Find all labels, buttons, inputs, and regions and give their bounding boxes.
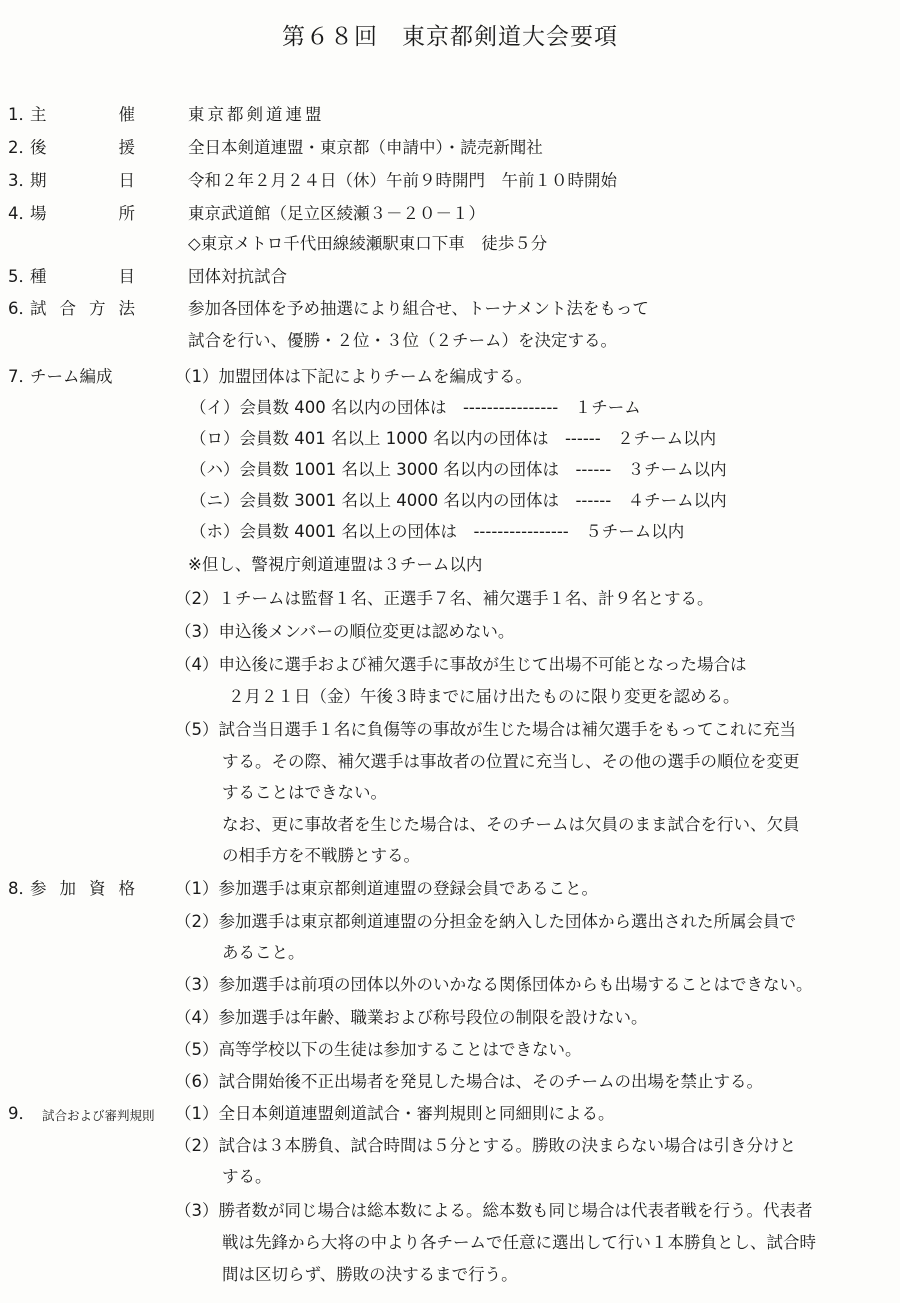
section-number: 1．: [8, 105, 35, 124]
section-number: 7．: [8, 367, 35, 386]
section-label: 種 目: [30, 267, 135, 286]
section-text: する。その際、補欠選手は事故者の位置に充当し、その他の選手の順位を変更: [222, 752, 800, 771]
section-number: 4．: [8, 204, 35, 223]
page-title: 第６８回 東京都剣道大会要項: [282, 24, 618, 50]
section-text: （ロ）会員数 401 名以上 1000 名以内の団体は ------ ２チーム以内: [190, 429, 717, 448]
section-text: ◇東京メトロ千代田線綾瀬駅東口下車 徒歩５分: [188, 234, 548, 253]
section-text: 令和２年２月２４日（休）午前９時開門 午前１０時開始: [188, 171, 617, 190]
section-text: 戦は先鋒から大将の中より各チームで任意に選出して行い１本勝負とし、試合時: [222, 1233, 816, 1252]
section-text: 東京武道館（足立区綾瀬３－２０－１）: [188, 204, 485, 223]
section-text: （3）勝者数が同じ場合は総本数による。総本数も同じ場合は代表者戦を行う。代表者: [175, 1201, 813, 1220]
section-text: なお、更に事故者を生じた場合は、そのチームは欠員のまま試合を行い、欠員: [222, 815, 800, 834]
section-text: （ハ）会員数 1001 名以上 3000 名以内の団体は ------ ３チーム以内: [190, 460, 727, 479]
section-text: （ニ）会員数 3001 名以上 4000 名以内の団体は ------ ４チーム以内: [190, 491, 727, 510]
section-number: 2．: [8, 138, 35, 157]
section-text: あること。: [222, 943, 305, 962]
section-text: 東京都剣道連盟: [188, 105, 325, 124]
section-number: 9．: [8, 1104, 35, 1123]
section-text: （2）試合は３本勝負、試合時間は５分とする。勝敗の決まらない場合は引き分けと: [175, 1136, 796, 1155]
section-label: 後 援: [30, 138, 135, 157]
section-text: （6）試合開始後不正出場者を発見した場合は、そのチームの出場を禁止する。: [175, 1072, 763, 1091]
section-number: 8．: [8, 879, 35, 898]
section-text: 試合を行い、優勝・２位・３位（２チーム）を決定する。: [188, 331, 617, 350]
section-text: （4）参加選手は年齢、職業および称号段位の制限を設けない。: [175, 1008, 648, 1027]
section-text: ※但し、警視庁剣道連盟は３チーム以内: [188, 555, 483, 574]
section-text: （4）申込後に選手および補欠選手に事故が生じて出場不可能となった場合は: [175, 655, 747, 674]
section-text: することはできない。: [222, 783, 387, 802]
section-text: （1）参加選手は東京都剣道連盟の登録会員であること。: [175, 879, 598, 898]
section-text: する。: [222, 1167, 272, 1186]
section-number: 6．: [8, 299, 35, 318]
section-text: （2）１チームは監督１名、正選手７名、補欠選手１名、計９名とする。: [175, 589, 714, 608]
section-text: （ホ）会員数 4001 名以上の団体は ---------------- ５チーム以内: [190, 522, 685, 541]
section-text: 間は区切らず、勝敗の決するまで行う。: [222, 1265, 518, 1284]
section-text: （3）申込後メンバーの順位変更は認めない。: [175, 622, 515, 641]
section-label: 試合および審判規則: [42, 1108, 155, 1123]
section-label: 場 所: [30, 204, 135, 223]
section-label: チーム編成: [30, 367, 113, 386]
section-text: 団体対抗試合: [188, 267, 287, 286]
section-number: 3．: [8, 171, 35, 190]
section-text: （1）全日本剣道連盟剣道試合・審判規則と同細則による。: [175, 1104, 615, 1123]
section-number: 5．: [8, 267, 35, 286]
section-label: 参加資格: [30, 879, 135, 898]
section-text: （1）加盟団体は下記によりチームを編成する。: [175, 367, 532, 386]
section-text: （イ）会員数 400 名以内の団体は ---------------- １チーム: [190, 398, 641, 417]
section-text: 全日本剣道連盟・東京都（申請中）・読売新聞社: [188, 138, 543, 157]
section-text: （5）高等学校以下の生徒は参加することはできない。: [175, 1040, 582, 1059]
section-text: 参加各団体を予め抽選により組合せ、トーナメント法をもって: [188, 299, 649, 318]
section-label: 期 日: [30, 171, 135, 190]
section-label: 試合方法: [30, 299, 135, 318]
section-text: の相手方を不戦勝とする。: [222, 846, 420, 865]
section-text: （5）試合当日選手１名に負傷等の事故が生じた場合は補欠選手をもってこれに充当: [175, 720, 796, 739]
section-label: 主 催: [30, 105, 135, 124]
section-text: ２月２１日（金）午後３時までに届け出たものに限り変更を認める。: [228, 687, 740, 706]
section-text: （2）参加選手は東京都剣道連盟の分担金を納入した団体から選出された所属会員で: [175, 912, 796, 931]
section-text: （3）参加選手は前項の団体以外のいかなる関係団体からも出場することはできない。: [175, 975, 813, 994]
